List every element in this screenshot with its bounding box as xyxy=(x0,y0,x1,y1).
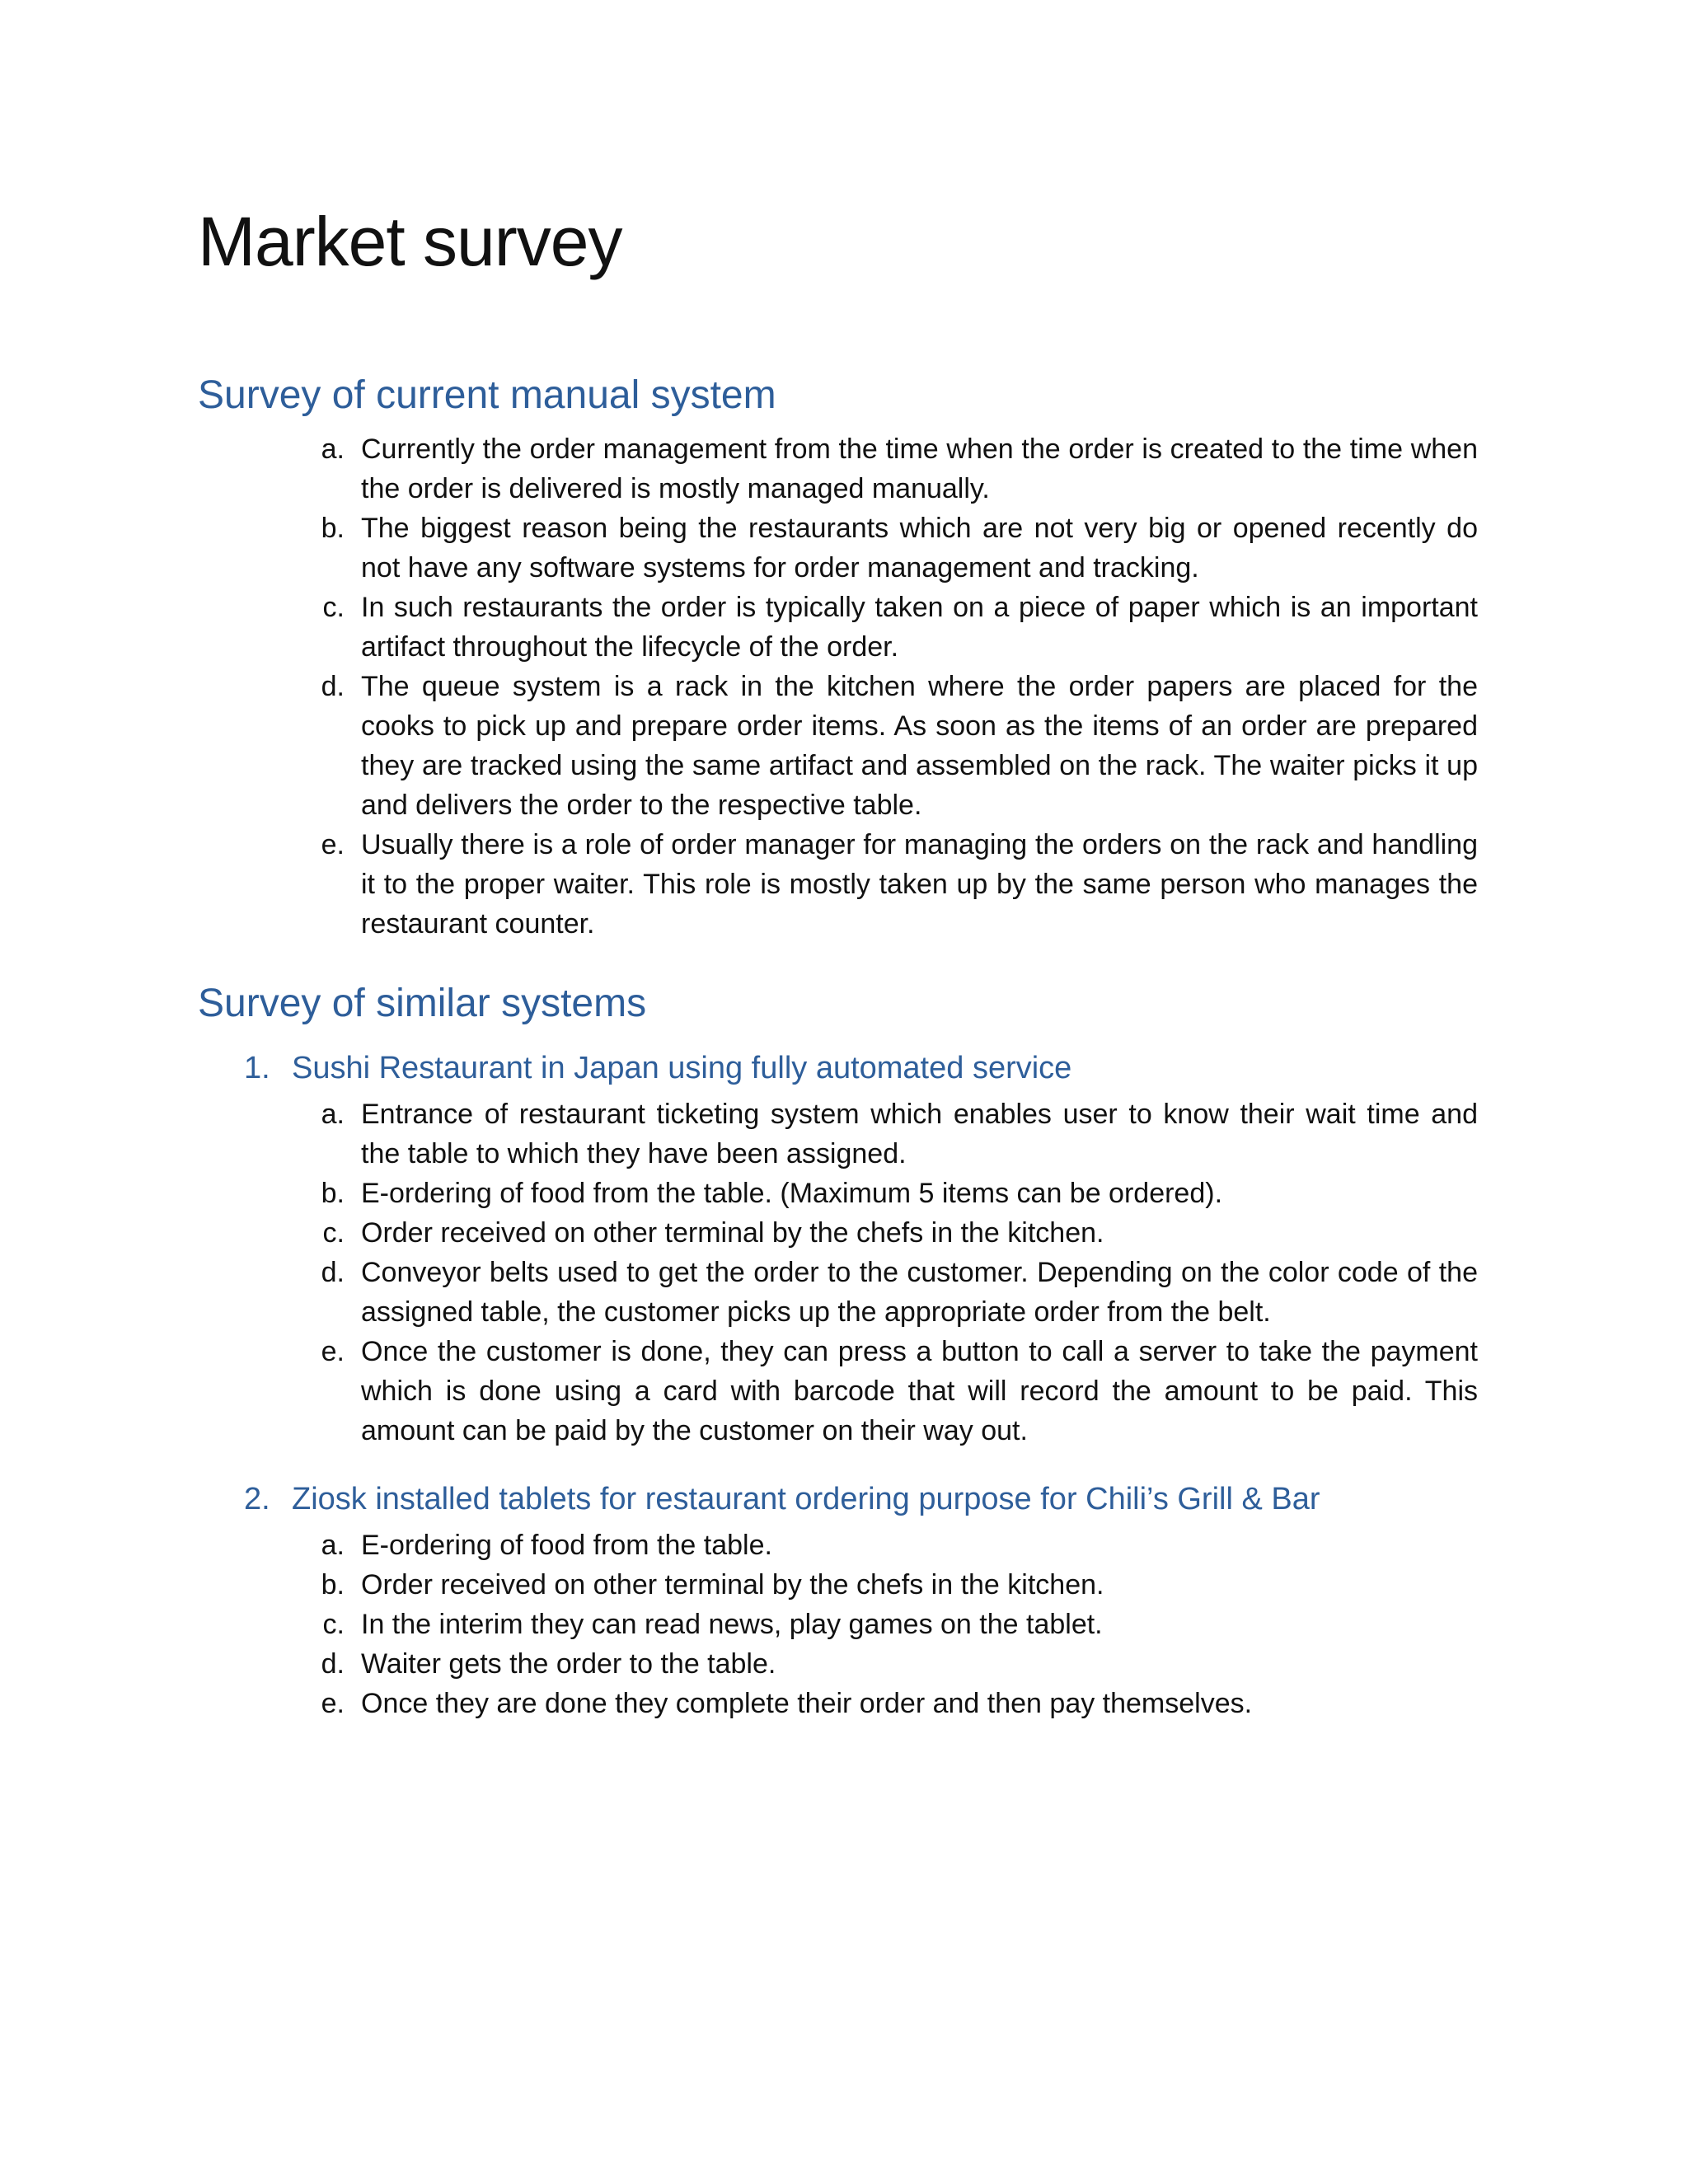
list-item xyxy=(198,1094,1478,1174)
subsection-ziosk-tablets xyxy=(198,1482,1478,1723)
subsection-title: Ziosk installed tablets for restaurant ordering purpose for Chili’s Grill & Bar xyxy=(292,1482,1320,1516)
list-item xyxy=(198,825,1478,944)
list-marker: c. xyxy=(322,1609,345,1640)
subsection-number: 2. xyxy=(244,1482,270,1516)
list-text: Order received on other terminal by the chefs in the kitchen. xyxy=(361,1569,1104,1601)
list-item xyxy=(198,509,1478,588)
list-item xyxy=(198,1684,1478,1723)
list-item xyxy=(198,429,1478,509)
item-list xyxy=(198,1526,1478,1723)
list-item xyxy=(198,1644,1478,1684)
item-list xyxy=(198,429,1478,944)
list-text: Conveyor belts used to get the order to the customer. Depending on the color code of the assigned table, the customer picks up the appropriate order from the belt. xyxy=(361,1257,1478,1328)
subsection-sushi-restaurant xyxy=(198,1051,1478,1451)
list-marker: c. xyxy=(322,592,345,623)
page-title: Market survey xyxy=(198,203,622,280)
list-text: The queue system is a rack in the kitchen where the order papers are placed for the cooks to pick up and prepare order items. As soon as the items of an order are prepared they are tracked using the same artifact and assembled on the rack. The waiter picks it up and delivers the order to the respective table. xyxy=(361,671,1478,821)
list-text: In such restaurants the order is typically taken on a piece of paper which is an important artifact throughout the lifecycle of the order. xyxy=(361,592,1478,663)
list-marker: d. xyxy=(321,1257,345,1288)
list-marker: a. xyxy=(321,434,345,465)
list-item xyxy=(198,1605,1478,1644)
list-item xyxy=(198,588,1478,667)
list-text: E-ordering of food from the table. (Maximum 5 items can be ordered). xyxy=(361,1178,1223,1209)
list-text: The biggest reason being the restaurants which are not very big or opened recently do not have any software systems for order management and tracking. xyxy=(361,513,1478,583)
list-marker: d. xyxy=(321,1648,345,1680)
subsection-title: Sushi Restaurant in Japan using fully automated service xyxy=(292,1051,1072,1085)
list-marker: b. xyxy=(321,513,345,544)
list-item xyxy=(198,1332,1478,1451)
list-marker: e. xyxy=(321,1336,345,1367)
list-text: Once the customer is done, they can press a button to call a server to take the payment which is done using a card with barcode that will record the amount to be paid. This amount can be paid by the customer on their way out. xyxy=(361,1336,1478,1446)
list-item xyxy=(198,1174,1478,1213)
item-list xyxy=(198,1094,1478,1451)
list-item xyxy=(198,1565,1478,1605)
list-marker: e. xyxy=(321,829,345,860)
subsection-heading xyxy=(198,1482,1478,1517)
list-text: In the interim they can read news, play games on the tablet. xyxy=(361,1609,1103,1640)
subsection-number: 1. xyxy=(244,1051,270,1085)
list-marker: e. xyxy=(321,1688,345,1719)
section-current-manual-system xyxy=(198,373,1478,944)
list-marker: a. xyxy=(321,1530,345,1561)
list-text: Usually there is a role of order manager for managing the orders on the rack and handling it to the proper waiter. This role is mostly taken up by the same person who manages the restaurant counter. xyxy=(361,829,1478,940)
section-similar-systems xyxy=(198,981,1478,1723)
list-text: Once they are done they complete their order and then pay themselves. xyxy=(361,1688,1253,1719)
list-item xyxy=(198,1253,1478,1332)
list-marker: b. xyxy=(321,1569,345,1601)
list-text: E-ordering of food from the table. xyxy=(361,1530,772,1561)
list-marker: b. xyxy=(321,1178,345,1209)
list-text: Order received on other terminal by the chefs in the kitchen. xyxy=(361,1217,1104,1249)
subsection-heading xyxy=(198,1051,1478,1086)
list-marker: d. xyxy=(321,671,345,702)
list-text: Entrance of restaurant ticketing system which enables user to know their wait time and the table to which they have been assigned. xyxy=(361,1099,1478,1169)
list-text: Waiter gets the order to the table. xyxy=(361,1648,776,1680)
list-item xyxy=(198,1526,1478,1565)
list-item xyxy=(198,1213,1478,1253)
section-heading: Survey of similar systems xyxy=(198,982,647,1025)
list-item xyxy=(198,667,1478,825)
list-marker: a. xyxy=(321,1099,345,1130)
list-text: Currently the order management from the time when the order is created to the time when the order is delivered is mostly managed manually. xyxy=(361,434,1478,504)
section-heading: Survey of current manual system xyxy=(198,373,776,417)
list-marker: c. xyxy=(322,1217,345,1249)
